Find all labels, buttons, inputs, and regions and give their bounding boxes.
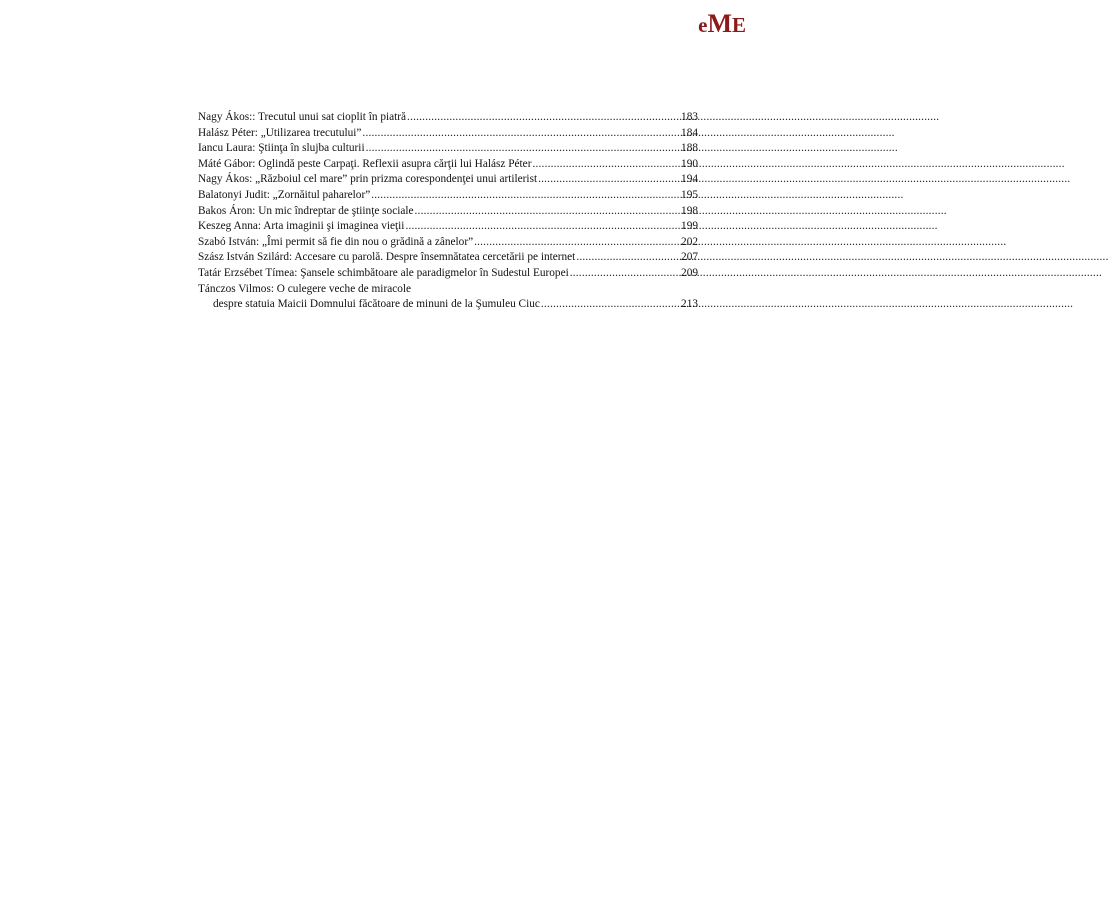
toc-entry	[198, 266, 698, 282]
toc-entry-title: Nagy Ákos:: Trecutul unui sat cioplit în piatră	[198, 111, 407, 123]
toc-page-number: 207	[681, 251, 698, 264]
toc-page-number: 184	[681, 126, 698, 139]
toc-entry	[198, 235, 698, 251]
toc-page-number: 209	[681, 266, 698, 279]
toc-entry-title: Tatár Erzsébet Tímea: Şansele schimbătoare ale paradigmelor în Sudestul Europei	[198, 266, 569, 279]
toc-entry	[198, 172, 698, 188]
toc-entry	[198, 157, 698, 173]
toc-entry	[198, 188, 698, 204]
toc-dot-leader	[366, 141, 680, 157]
eme-logo	[698, 8, 746, 41]
table-of-contents	[198, 110, 698, 313]
logo-letter-m: M	[707, 9, 732, 38]
toc-entry	[198, 126, 698, 142]
toc-entry-title: Halász Péter: „Utilizarea trecutului”	[198, 126, 362, 139]
toc-entry-title: Iancu Laura: Ştiinţa în slujba culturii	[198, 142, 365, 155]
toc-dot-leader	[532, 157, 680, 173]
toc-dot-leader	[371, 188, 680, 204]
toc-page-number: 198	[681, 204, 698, 217]
toc-entry-title: Szabó István: „Îmi permit să fie din nou o grădină a zânelor”	[198, 235, 474, 248]
toc-page-number: 194	[681, 173, 698, 186]
toc-dot-leader	[405, 219, 680, 235]
toc-dot-leader	[474, 235, 680, 251]
toc-page-number: 183	[681, 111, 698, 123]
toc-entry-title: Keszeg Anna: Arta imaginii şi imaginea vieţii	[198, 220, 405, 233]
toc-dot-leader	[570, 266, 680, 282]
logo-letter-e2: E	[731, 13, 746, 37]
toc-entry	[198, 141, 698, 157]
toc-entry	[198, 110, 698, 126]
toc-entry-title: Balatonyi Judit: „Zornăitul paharelor”	[198, 188, 371, 201]
toc-entry	[198, 219, 698, 235]
toc-page-number: 188	[681, 142, 698, 155]
toc-entry	[198, 204, 698, 220]
toc-dot-leader	[415, 204, 681, 220]
toc-dot-leader	[538, 172, 680, 188]
toc-entry-title-line2: despre statuia Maicii Domnului făcătoare de minuni de la Şumuleu Ciuc	[213, 298, 540, 311]
toc-dot-leader	[407, 110, 680, 126]
toc-dot-leader	[541, 297, 680, 313]
toc-entry-title: Szász István Szilárd: Accesare cu parolă. Despre însemnătatea cercetării pe internet	[198, 251, 576, 264]
toc-entry-title-line1: Tánczos Vilmos: O culegere veche de miracole	[198, 282, 412, 295]
toc-page-number: 195	[681, 188, 698, 201]
toc-entry-title: Nagy Ákos: „Războiul cel mare” prin prizma corespondenţei unui artilerist	[198, 173, 538, 186]
toc-page-number: 213	[681, 298, 698, 311]
toc-entry-title: Máté Gábor: Oglindă peste Carpaţi. Reflexii asupra cărţii lui Halász Péter	[198, 157, 532, 170]
toc-entry-title: Bakos Áron: Un mic îndreptar de ştiinţe sociale	[198, 204, 414, 217]
toc-page-number: 199	[681, 220, 698, 233]
toc-entry	[198, 250, 698, 266]
toc-page-number: 190	[681, 157, 698, 170]
toc-page-number: 202	[681, 235, 698, 248]
toc-dot-leader	[362, 126, 680, 142]
logo-letter-e: e	[698, 13, 708, 37]
toc-dot-leader	[576, 250, 680, 266]
toc-entry-continued	[198, 297, 698, 313]
